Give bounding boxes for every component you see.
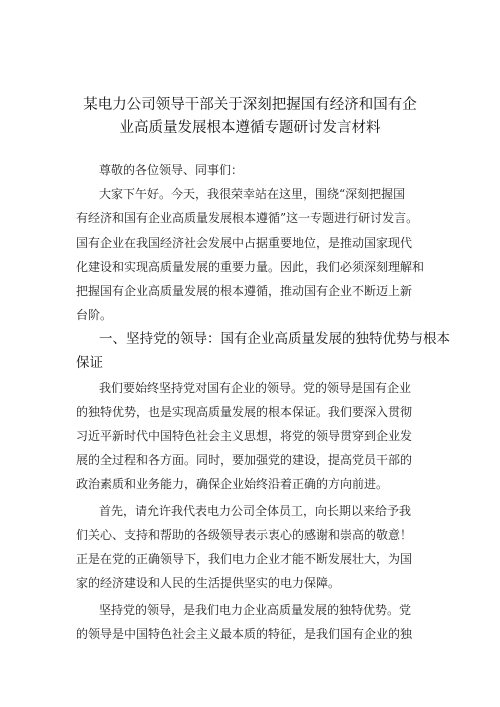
paragraph-line: 展的全过程和各方面。同时，要加强党的建设，提高党员干部的: [76, 453, 413, 467]
paragraph-line: 台阶。: [76, 308, 113, 322]
paragraph-line: 把握国有企业高质量发展的根本遵循，推动国有企业不断迈上新: [76, 284, 413, 298]
paragraph-line: 的领导是中国特色社会主义最本质的特征，是我们国有企业的独: [76, 627, 413, 641]
paragraph-line: 大家下午好。今天，我很荣幸站在这里，围绕“深刻把握国: [99, 187, 406, 201]
section-heading-line-2: 保证: [76, 355, 103, 371]
paragraph-line: 的独特优势，也是实现高质量发展的根本保证。我们要深入贯彻: [76, 405, 413, 419]
section-heading-line-1: 一、坚持党的领导：国有企业高质量发展的独特优势与根本: [99, 331, 450, 347]
paragraph-line: 政治素质和业务能力，确保企业始终沿着正确的方向前进。: [76, 477, 389, 491]
paragraph-line: 坚持党的领导，是我们电力企业高质量发展的独特优势。党: [99, 603, 412, 617]
paragraph-line: 化建设和实现高质量发展的重要力量。因此，我们必须深刻理解和: [76, 260, 425, 274]
document-title-line-1: 某电力公司领导干部关于深刻把握国有经济和国有企: [83, 97, 417, 113]
paragraph-line: 我们要始终坚持党对国有企业的领导。党的领导是国有企业: [99, 381, 412, 395]
salutation: 尊敬的各位领导、同事们：: [99, 163, 244, 177]
paragraph-line: 有经济和国有企业高质量发展根本遵循”这一专题进行研讨发言。: [76, 211, 419, 225]
paragraph-line: 正是在党的正确领导下，我们电力企业才能不断发展壮大，为国: [76, 552, 413, 566]
document-title-line-2: 业高质量发展根本遵循专题研讨发言材料: [119, 120, 381, 136]
paragraph-line: 习近平新时代中国特色社会主义思想，将党的领导贯穿到企业发: [76, 429, 413, 443]
paragraph-line: 家的经济建设和人民的生活提供坚实的电力保障。: [76, 576, 341, 590]
paragraph-line: 们关心、支持和帮助的各级领导表示衷心的感谢和崇高的敬意！: [76, 528, 413, 542]
paragraph-line: 首先，请允许我代表电力公司全体员工，向长期以来给予我: [99, 504, 412, 518]
paragraph-line: 国有企业在我国经济社会发展中占据重要地位，是推动国家现代: [76, 236, 413, 250]
